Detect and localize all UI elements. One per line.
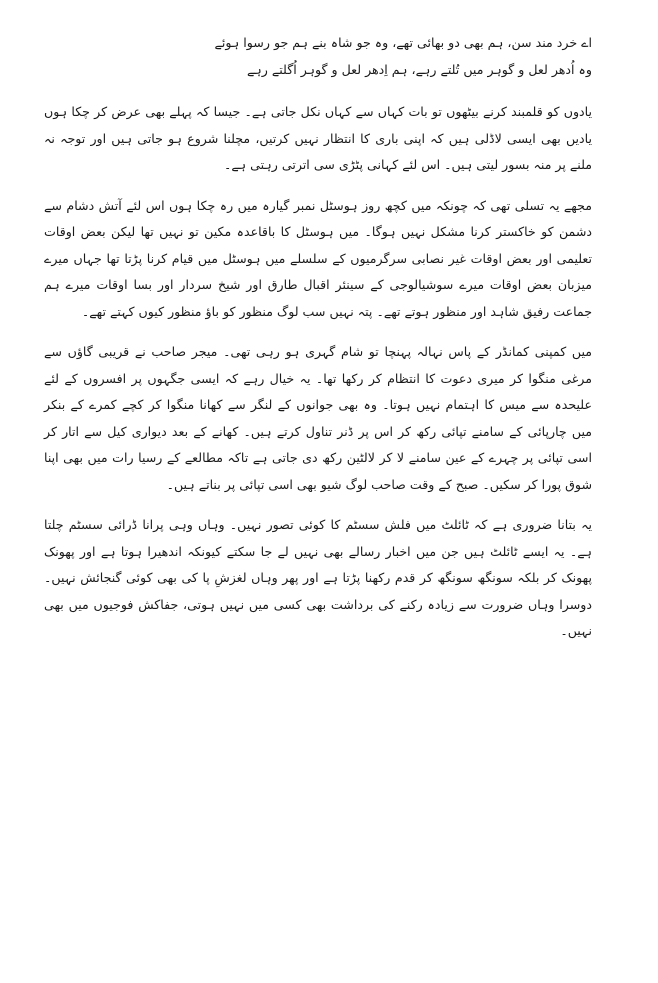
verse-line-1: اے خرد مند سن، ہم بھی دو بھائی تھے، وہ جو شاہ بنے ہم جو رسوا ہوئے <box>214 35 592 50</box>
verse-line-2: وہ اُدھر لعل و گوہر میں تُلتے رہے، ہم اِدھر لعل و گوہر اُگلتے رہے <box>247 61 592 77</box>
paragraph-memories: یادوں کو قلمبند کرنے بیٹھوں تو بات کہاں سے کہاں نکل جاتی ہے۔ جیسا کہ پہلے بھی عرض کر چکا ہوں یادیں بھی ایسی لاڈلی ہیں کہ اپنی باری کا انتظار نہیں کرتیں، مچلنا شروع ہو جاتی ہیں اور توجہ نہ ملنے پر منہ بسور لیتی ہیں۔ اس لئے کہانی پٹڑی سی اترتی رہتی ہے۔ <box>44 104 592 172</box>
opening-verse <box>44 30 592 83</box>
paragraph-company-commander: میں کمپنی کمانڈر کے پاس نہالہ پہنچا تو شام گہری ہو رہی تھی۔ میجر صاحب نے قریبی گاؤں سے مرغی منگوا کر میری دعوت کا انتظام کر رکھا تھا۔ یہ خیال رہے کہ ایسی جگہوں پر افسروں کے لئے علیحدہ سے میس کا اہتمام نہیں ہوتا۔ وہ بھی جوانوں کے لنگر سے کھانا منگوا کر کچے کمرے کے بنکر میں چارپائی کے سامنے تپائی رکھ کر اس پر ڈنر تناول کرتے ہیں۔ کھانے کے بعد دیواری کیل سے اتار کر اسی تپائی پر چہرے کے عین سامنے لا کر لالٹین رکھ دی جاتی ہے تاکہ مطالعے کے رسیا رات میں بھی اپنا شوق پورا کر سکیں۔ صبح کے وقت صاحب لوگ شیو بھی اسی تپائی پر بناتے ہیں۔ <box>44 344 592 492</box>
paragraph-toilet: یہ بتانا ضروری ہے کہ ٹائلٹ میں فلش سسٹم کا کوئی تصور نہیں۔ وہاں وہی پرانا ڈرائی سسٹم چلتا ہے۔ یہ ایسے ٹائلٹ ہیں جن میں اخبار رسالے بھی نہیں لے جا سکتے کیونکہ اندھیرا ہوتا ہے اور پھونک پھونک کر بلکہ سونگھ سونگھ کر قدم رکھنا پڑتا ہے اور پھر وہاں لغزشِ پا کی بھی کوئی گنجائش نہیں۔ دوسرا وہاں ضرورت سے زیادہ رکنے کی برداشت بھی کسی میں نہیں ہوتی، جفاکش فوجیوں میں بھی نہیں۔ <box>44 517 592 638</box>
paragraph-hostel: مجھے یہ تسلی تھی کہ چونکہ میں کچھ روز ہوسٹل نمبر گیارہ میں رہ چکا ہوں اس لئے آتش دشام سے دشمن کو خاکستر کرنا مشکل نہیں ہوگا۔ میں ہوسٹل کا باقاعدہ مکین تو نہیں تھا لیکن بعض اوقات تعلیمی اور بعض اوقات غیر نصابی سرگرمیوں کے سلسلے میں ہوسٹل میں قیام کرنا پڑتا تھا جہاں میرے میزبان بعض اوقات میرے سوشیالوجی کے سینئر اقبال طارق اور شیخ سردار اور بسا اوقات میرے ہم جماعت رفیق شاہد اور منظور ہوتے تھے۔ پتہ نہیں سب لوگ منظور کو باؤ منظور کیوں کہتے تھے۔ <box>44 197 592 319</box>
